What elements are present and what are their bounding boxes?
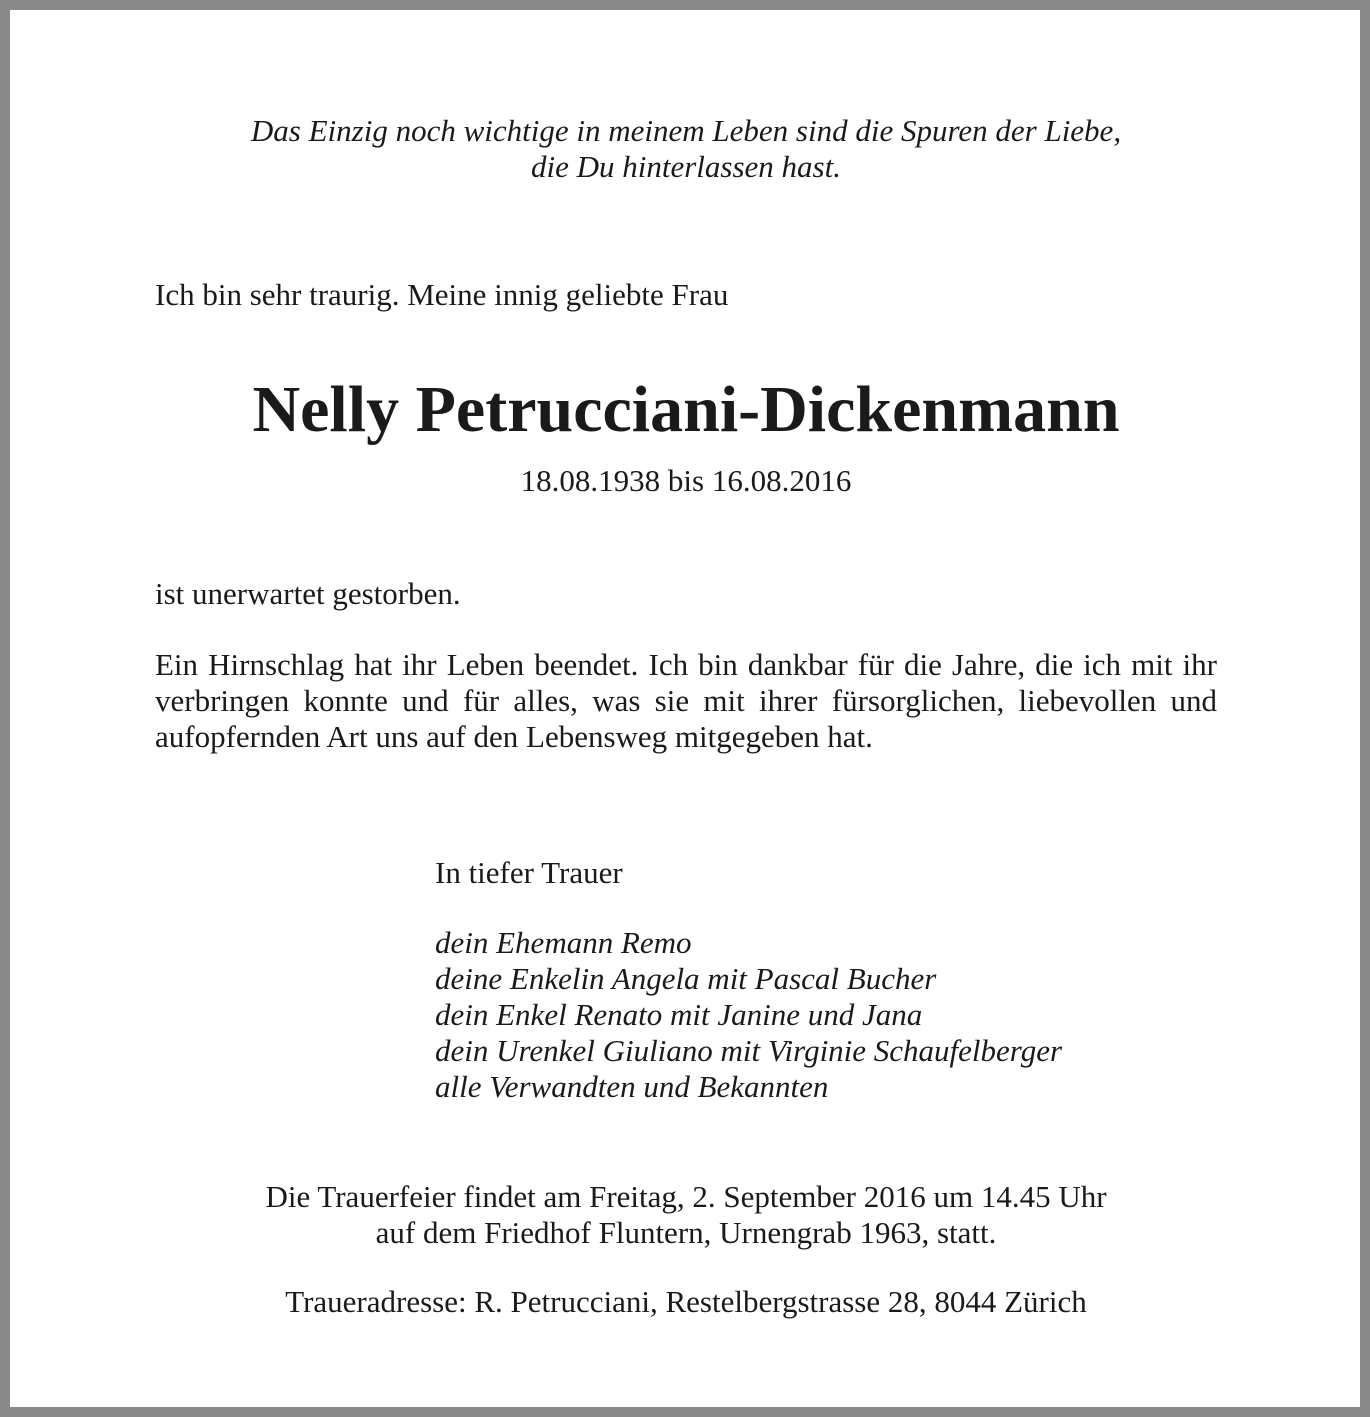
service-line: auf dem Friedhof Fluntern, Urnengrab 1963, statt. (375, 1215, 997, 1250)
death-statement: ist unerwartet gestorben. (155, 576, 461, 611)
deceased-name: Nelly Petrucciani-Dickenmann (252, 373, 1120, 446)
mourning-title: In tiefer Trauer (435, 855, 623, 890)
motto-quote (155, 113, 1217, 185)
page-frame (0, 0, 1370, 10)
motto-line: die Du hinterlassen hast. (531, 149, 841, 184)
body-paragraph: Ein Hirnschlag hat ihr Leben beendet. Ich bin dankbar für die Jahre, die ich mit ihr verbringen konnte und für alles, was sie mit ihrer fürsorglichen, liebevollen und aufopfernden Art uns auf den Lebensweg mitgegeben hat. (155, 647, 1217, 754)
funeral-service-info (155, 1179, 1217, 1251)
life-dates: 18.08.1938 bis 16.08.2016 (520, 463, 852, 498)
motto-line: Das Einzig noch wichtige in meinem Leben sind die Spuren der Liebe, (250, 113, 1122, 148)
mourners-list (435, 925, 1225, 1105)
intro-text: Ich bin sehr traurig. Meine innig geliebte Frau (155, 277, 729, 312)
mourner-item: dein Enkel Renato mit Janine und Jana (435, 997, 923, 1032)
service-line: Die Trauerfeier findet am Freitag, 2. September 2016 um 14.45 Uhr (265, 1179, 1107, 1214)
mourner-item: dein Ehemann Remo (435, 925, 692, 960)
obituary-notice (10, 10, 1360, 1407)
mourner-item: dein Urenkel Giuliano mit Virginie Schaufelberger (435, 1033, 1063, 1068)
mourner-item: deine Enkelin Angela mit Pascal Bucher (435, 961, 937, 996)
mourner-item: alle Verwandten und Bekannten (435, 1069, 829, 1104)
mourning-address: Traueradresse: R. Petrucciani, Restelbergstrasse 28, 8044 Zürich (285, 1284, 1087, 1319)
